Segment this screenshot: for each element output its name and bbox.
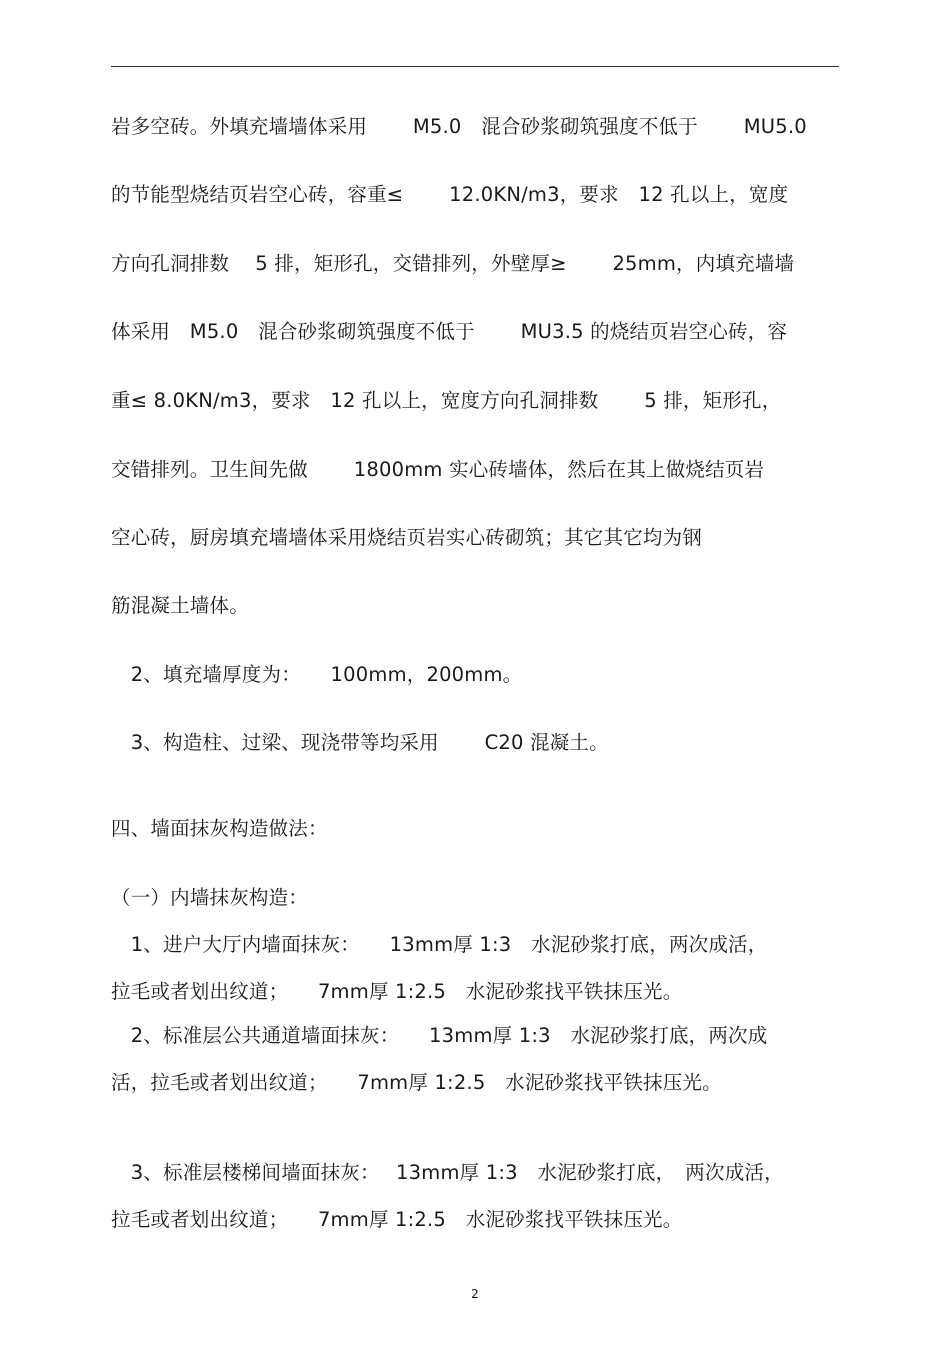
list-item-concrete-grade: 3、构造柱、过梁、现浇带等均采用 C20 混凝土。 (111, 731, 609, 754)
section-heading: 四、墙面抹灰构造做法： (111, 817, 328, 840)
body-text-line: 岩多空砖。外填充墙墙体采用 M5.0 混合砂浆砌筑强度不低于 MU5.0 (111, 115, 807, 138)
body-text-line: 空心砖，厨房填充墙墙体采用烧结页岩实心砖砌筑；其它其它均为钢 (111, 526, 703, 549)
subsection-heading: （一）内墙抹灰构造： (111, 886, 309, 909)
page-number: 2 (471, 1287, 479, 1301)
body-text-line: 筋混凝土墙体。 (111, 594, 249, 617)
body-text-line: 活，拉毛或者划出纹道； 7mm厚 1:2.5 水泥砂浆找平铁抹压光。 (111, 1071, 722, 1094)
body-text-line: 交错排列。卫生间先做 1800mm 实心砖墙体，然后在其上做烧结页岩 (111, 458, 765, 481)
body-text-line: 拉毛或者划出纹道； 7mm厚 1:2.5 水泥砂浆找平铁抹压光。 (111, 980, 683, 1003)
body-text-line: 重≤ 8.0KN/m3，要求 12 孔以上，宽度方向孔洞排数 5 排，矩形孔， (111, 389, 782, 412)
list-item-corridor-plaster: 2、标准层公共通道墙面抹灰： 13mm厚 1:3 水泥砂浆打底，两次成 (111, 1024, 768, 1047)
body-text-line: 方向孔洞排数 5 排，矩形孔，交错排列，外壁厚≥ 25mm，内填充墙墙 (111, 252, 795, 275)
list-item-stairwell-plaster: 3、标准层楼梯间墙面抹灰： 13mm厚 1:3 水泥砂浆打底， 两次成活， (111, 1161, 784, 1184)
list-item-wall-thickness: 2、填充墙厚度为： 100mm，200mm。 (111, 663, 523, 686)
list-item-lobby-plaster: 1、进户大厅内墙面抹灰： 13mm厚 1:3 水泥砂浆打底，两次成活， (111, 933, 768, 956)
body-text-line: 拉毛或者划出纹道； 7mm厚 1:2.5 水泥砂浆找平铁抹压光。 (111, 1208, 683, 1231)
body-text-line: 的节能型烧结页岩空心砖，容重≤ 12.0KN/m3，要求 12 孔以上，宽度 (111, 183, 789, 206)
header-rule (111, 66, 839, 67)
body-text-line: 体采用 M5.0 混合砂浆砌筑强度不低于 MU3.5 的烧结页岩空心砖，容 (111, 320, 788, 343)
